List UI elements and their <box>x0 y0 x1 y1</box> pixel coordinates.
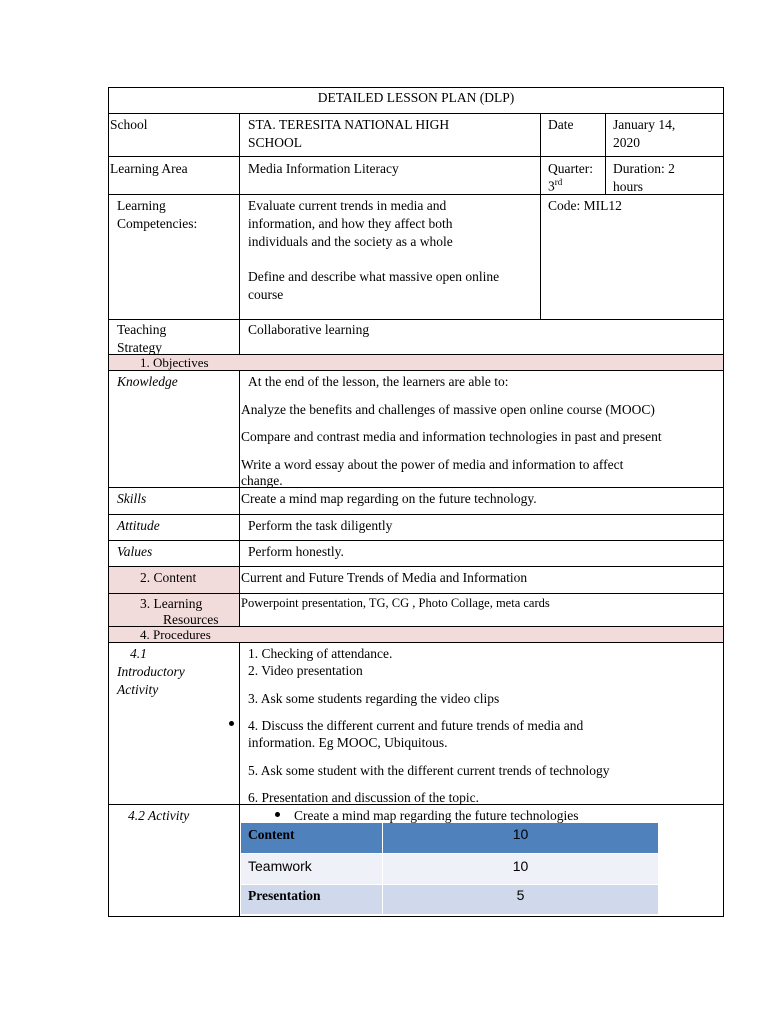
table-border-line <box>108 566 724 567</box>
strategy-label-line2: Strategy <box>117 340 162 355</box>
knowledge-item: Analyze the benefits and challenges of massive open online course (MOOC) <box>241 402 655 417</box>
knowledge-intro: At the end of the lesson, the learners are able to: <box>248 374 509 389</box>
page-title: DETAILED LESSON PLAN (DLP) <box>317 90 515 105</box>
content-label: 2. Content <box>140 570 197 585</box>
learning-area-value: Media Information Literacy <box>248 161 399 176</box>
resources-value: Powerpoint presentation, TG, CG , Photo Collage, meta cards <box>241 596 550 610</box>
date-label: Date <box>548 117 574 132</box>
intro-item: 1. Checking of attendance. <box>248 646 393 661</box>
competencies-label-line2: Competencies: <box>117 216 198 231</box>
table-border-line <box>108 319 724 320</box>
values-value: Perform honestly. <box>248 544 344 559</box>
rubric-points: 10 <box>512 826 529 842</box>
values-label: Values <box>117 544 153 559</box>
learning-area-label: Learning Area <box>110 161 188 176</box>
activity-label: 4.2 Activity <box>128 808 190 823</box>
intro-item: 3. Ask some students regarding the video clips <box>248 691 500 706</box>
table-border-line <box>108 156 724 157</box>
objectives-heading: 1. Objectives <box>140 355 209 370</box>
table-border-line <box>108 87 109 916</box>
attitude-value: Perform the task diligently <box>248 518 393 533</box>
bullet-icon <box>229 721 234 726</box>
strategy-label-line1: Teaching <box>117 322 167 337</box>
table-border-line <box>108 87 724 88</box>
knowledge-item: change. <box>241 473 283 488</box>
content-value: Current and Future Trends of Media and Information <box>241 570 528 585</box>
strategy-value: Collaborative learning <box>248 322 370 337</box>
bullet-icon <box>275 812 280 817</box>
intro-item: 4. Discuss the different current and future trends of media and <box>248 718 584 733</box>
table-border-line <box>108 113 724 114</box>
table-border-line <box>239 370 240 626</box>
date-value-line2: 2020 <box>613 135 640 150</box>
intro-label-line1: 4.1 <box>130 646 147 661</box>
attitude-label: Attitude <box>117 518 160 533</box>
table-border-line <box>108 514 724 515</box>
rubric-criterion: Content <box>248 827 295 842</box>
quarter-suffix: rd <box>554 177 563 187</box>
rubric-criterion: Presentation <box>248 888 321 903</box>
table-border-line <box>540 113 541 319</box>
quarter-value <box>548 174 562 195</box>
date-value-line1: January 14, <box>613 117 676 132</box>
competency-text: course <box>248 287 284 302</box>
knowledge-item: Write a word essay about the power of media and information to affect <box>241 457 624 472</box>
school-value-line2: SCHOOL <box>248 135 303 150</box>
intro-label-line2: Introductory <box>117 664 185 679</box>
competencies-label-line1: Learning <box>117 198 166 213</box>
intro-item: 5. Ask some student with the different current trends of technology <box>248 763 610 778</box>
table-border-line <box>239 113 240 354</box>
duration-line2: hours <box>613 179 643 194</box>
intro-item: information. Eg MOOC, Ubiquitous. <box>248 735 448 750</box>
table-border-line <box>108 540 724 541</box>
procedures-heading: 4. Procedures <box>140 627 211 642</box>
knowledge-label: Knowledge <box>117 374 178 389</box>
activity-bullet-text: Create a mind map regarding the future technologies <box>294 808 579 823</box>
school-label: School <box>110 117 148 132</box>
intro-item: 6. Presentation and discussion of the topic. <box>248 790 479 805</box>
skills-label: Skills <box>117 491 147 506</box>
competency-text: Define and describe what massive open online <box>248 269 500 284</box>
table-border-line <box>108 642 724 643</box>
intro-label-line3: Activity <box>117 682 159 697</box>
table-border-line <box>108 487 724 488</box>
table-border-line <box>605 113 606 194</box>
resources-label-line1: 3. Learning <box>140 596 203 611</box>
code-value: Code: MIL12 <box>548 198 622 213</box>
rubric-points: 5 <box>516 887 525 903</box>
table-border-line <box>239 642 240 916</box>
rubric-criterion: Teamwork <box>248 858 312 874</box>
table-border-line <box>723 87 724 916</box>
table-border-line <box>108 370 724 371</box>
table-border-line <box>108 916 724 917</box>
quarter-label: Quarter: <box>548 161 593 176</box>
skills-value: Create a mind map regarding on the future technology. <box>241 491 537 506</box>
duration-line1: Duration: 2 <box>613 161 675 176</box>
competency-text: individuals and the society as a whole <box>248 234 453 249</box>
intro-item: 2. Video presentation <box>248 663 363 678</box>
rubric-points: 10 <box>512 858 529 874</box>
table-border-line <box>108 593 724 594</box>
school-value-line1: STA. TERESITA NATIONAL HIGH <box>248 117 450 132</box>
quarter-number: 3 <box>548 178 555 194</box>
knowledge-item: Compare and contrast media and information technologies in past and present <box>241 429 662 444</box>
competency-text: information, and how they affect both <box>248 216 453 231</box>
competency-text: Evaluate current trends in media and <box>248 198 447 213</box>
resources-label-line2: Resources <box>163 612 219 627</box>
